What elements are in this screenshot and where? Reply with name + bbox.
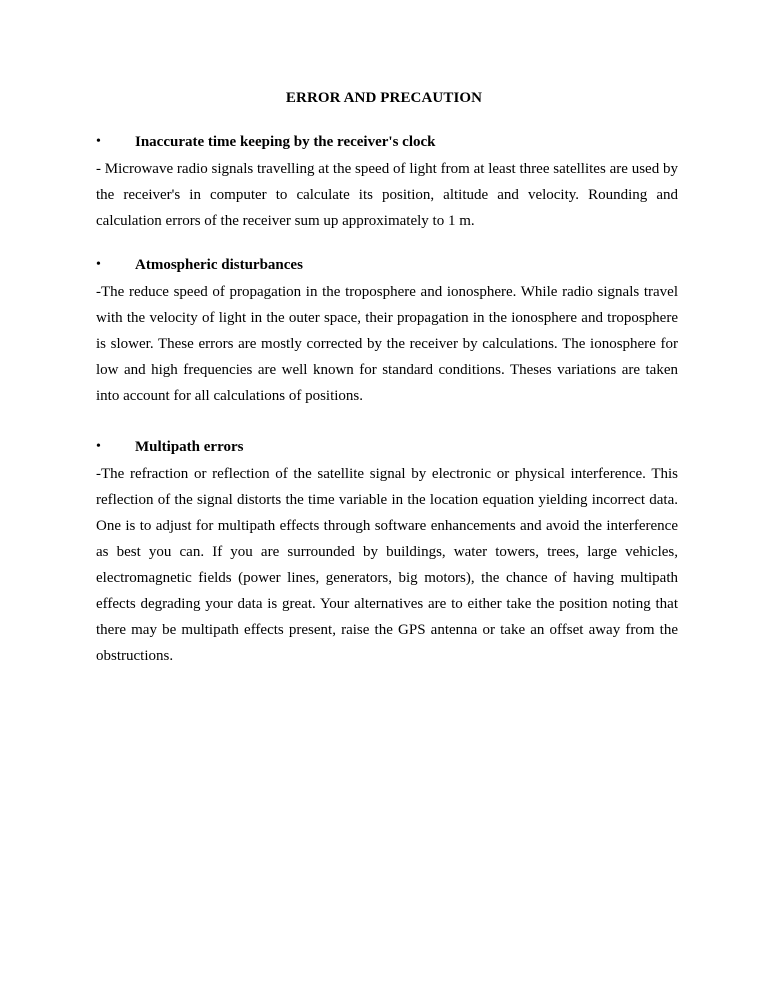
section-heading-row — [96, 439, 678, 461]
section-heading: Inaccurate time keeping by the receiver's clock — [135, 134, 436, 150]
section-time-keeping — [96, 134, 678, 234]
section-paragraph: -The refraction or reflection of the satellite signal by electronic or physical interference. This reflection of the signal distorts the time variable in the location equation yielding incorrect data. One is to adjust for multipath effects through software enhancements and avoid the interference as best you can. If you are surrounded by buildings, water towers, trees, large vehicles, electromagnetic fields (power lines, generators, big motors), the chance of having multipath effects degrading your data is great. Your alternatives are to either take the position noting that there may be multipath effects present, raise the GPS antenna or take an offset away from the obstructions. — [96, 466, 678, 664]
bullet-icon: • — [96, 134, 101, 149]
section-heading-row — [96, 257, 678, 279]
bullet-icon: • — [96, 439, 101, 454]
section-multipath — [96, 439, 678, 669]
section-heading: Atmospheric disturbances — [135, 257, 303, 273]
section-paragraph: - Microwave radio signals travelling at the speed of light from at least three satellites are used by the receiver's in computer to calculate its position, altitude and velocity. Rounding and calculation errors of the receiver sum up approximately to 1 m. — [96, 161, 678, 229]
section-paragraph: -The reduce speed of propagation in the troposphere and ionosphere. While radio signals travel with the velocity of light in the outer space, their propagation in the ionosphere and troposphere is slower. These errors are mostly corrected by the receiver by calculations. The ionosphere for low and high frequencies are well known for standard conditions. Theses variations are taken into account for all calculations of positions. — [96, 284, 678, 404]
section-atmospheric — [96, 257, 678, 409]
page-title: ERROR AND PRECAUTION — [285, 90, 483, 106]
section-heading-row — [96, 134, 678, 156]
section-heading: Multipath errors — [135, 439, 244, 455]
bullet-icon: • — [96, 257, 101, 272]
